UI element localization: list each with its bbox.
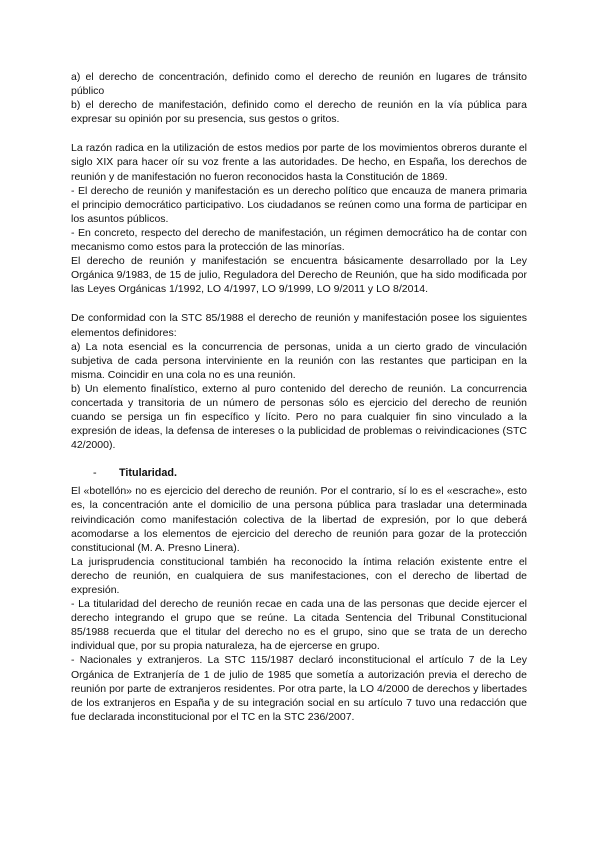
spacer — [71, 296, 527, 311]
jurisprudence-paragraph: La jurisprudencia constitucional también ha reconocido la íntima relación existente entre el derecho de reunión, en cualquiera de sus manifestaciones, con el derecho de libertad de expresión. — [71, 555, 527, 596]
minorities-paragraph: - En concreto, respecto del derecho de manifestación, un régimen democrático ha de contar con mecanismo como estos para la protección de las minorías. — [71, 226, 527, 254]
section-heading-titularidad — [71, 466, 527, 480]
stc-element-b: b) Un elemento finalístico, externo al puro contenido del derecho de reunión. La concurrencia concertada y transitoria de un número de personas sólo es ejercicio del derecho de reunión cuando se persiga un fin específico y lícito. Pero no para cualquier fin sino vinculado a la expresión de ideas, la defensa de intereses o la publicidad de problemas o reivindicaciones (STC 42/2000). — [71, 382, 527, 452]
holder-paragraph: - La titularidad del derecho de reunión recae en cada una de las personas que decide ejercer el derecho integrando el grupo que se reúne. La citada Sentencia del Tribunal Constitucional 85/1988 recuerda que el titular del derecho no es el grupo, sino que se trata de un derecho individual que, por su propia naturaleza, ha de ejercerse en grupo. — [71, 598, 527, 653]
stc-intro-paragraph: De conformidad con la STC 85/1988 el derecho de reunión y manifestación posee los siguientes elementos definidores: — [71, 312, 527, 339]
spacer — [71, 452, 527, 466]
intro-item-a: a) el derecho de concentración, definido como el derecho de reunión en lugares de tránsito público — [71, 71, 527, 98]
heading-bullet: - — [93, 467, 97, 480]
reason-paragraph: La razón radica en la utilización de estos medios por parte de los movimientos obreros durante el siglo XIX para hacer oír su voz frente a las autoridades. De hecho, en España, los derechos de reunión y de manifestación no fueron reconocidos hasta la Constitución de 1869. — [71, 142, 527, 183]
legislation-paragraph: El derecho de reunión y manifestación se encuentra básicamente desarrollado por la Ley Orgánica 9/1983, de 15 de julio, Reguladora del Derecho de Reunión, que ha sido modificada por las Leyes Orgánicas 1/1992, LO 4/1997, LO 9/1999, LO 9/2011 y LO 8/2014. — [71, 255, 527, 296]
document-body — [71, 70, 527, 724]
botellon-paragraph: El «botellón» no es ejercicio del derecho de reunión. Por el contrario, sí lo es el «escrache», esto es, la concentración ante el domicilio de una persona pública para trasladar una determinada reivindicación como manifestación colectiva de la libertad de expresión, por lo que deberá acomodarse a los elementos de ejercicio del derecho de reunión para gozar de la protección constitucional (M. A. Presno Linera). — [71, 485, 527, 554]
heading-text: Titularidad. — [119, 467, 177, 480]
spacer — [71, 126, 527, 141]
stc-element-a: a) La nota esencial es la concurrencia de personas, unida a un cierto grado de vinculación subjetiva de cada persona interviniente en la reunión con las restantes que participan en la misma. Coincidir en una cola no es una reunión. — [71, 340, 527, 381]
intro-item-b: b) el derecho de manifestación, definido como el derecho de reunión en la vía pública para expresar su opinión por su presencia, sus gestos o gritos. — [71, 99, 527, 126]
foreigners-paragraph: - Nacionales y extranjeros. La STC 115/1987 declaró inconstitucional el artículo 7 de la Ley Orgánica de Extranjería de 1 de julio de 1985 que sometía a autorización previa el derecho de reunión por parte de extranjeros residentes. Por otra parte, la LO 4/2000 de derechos y libertades de los extranjeros en España y de su integración social en su artículo 7 tuvo una redacción que fue declarada inconstitucional por el TC en la STC 236/2007. — [71, 654, 527, 723]
political-right-paragraph: - El derecho de reunión y manifestación es un derecho político que encauza de manera primaria el principio democrático participativo. Los ciudadanos se reúnen como una forma de participar en los asuntos públicos. — [71, 184, 527, 225]
